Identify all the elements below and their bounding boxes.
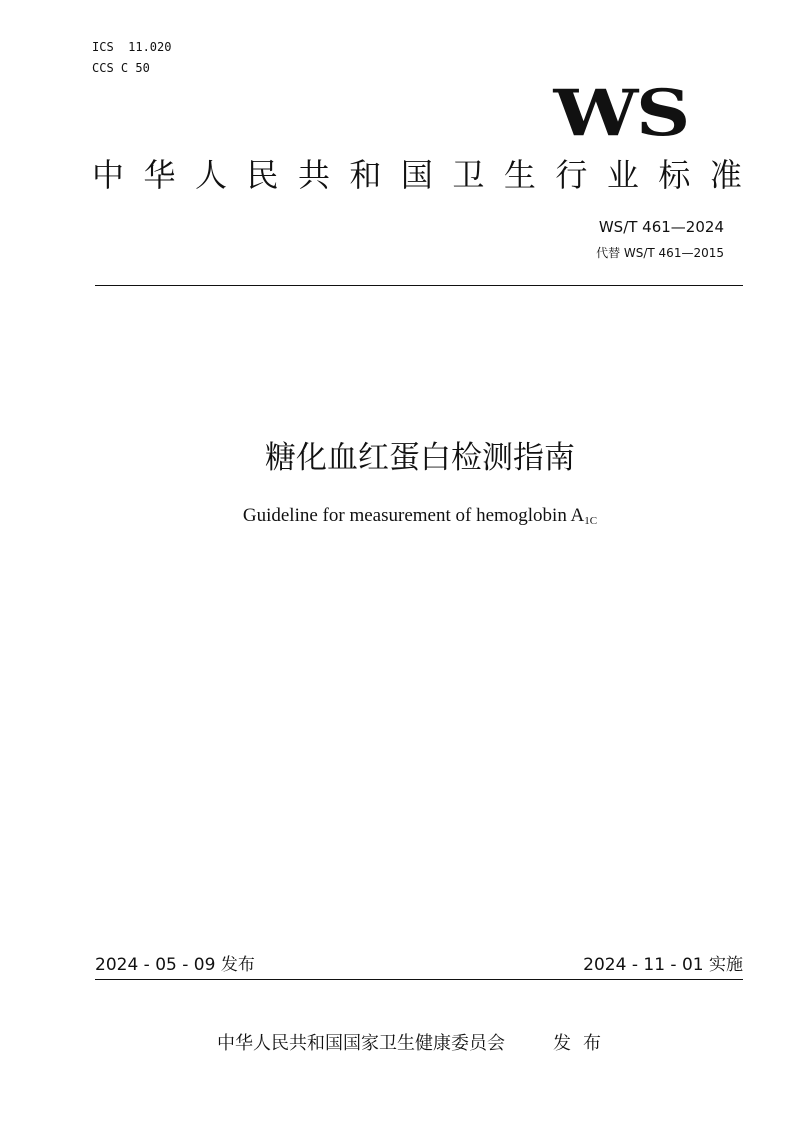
replaces-standard: 代替 WS/T 461—2015 — [596, 246, 724, 260]
issue-label: 发布 — [553, 1033, 613, 1054]
bottom-divider — [95, 979, 743, 980]
industry-standard-heading — [92, 153, 742, 197]
ics-code: ICS 11.020 — [92, 40, 172, 54]
top-divider — [95, 285, 743, 286]
english-title-main: Guideline for measurement of hemoglobin A — [242, 505, 585, 526]
issue-date: 2024 - 05 - 09 发布 — [95, 955, 255, 975]
heading-char: 行 — [555, 156, 588, 194]
heading-char: 华 — [143, 156, 176, 194]
standard-number: WS/T 461—2024 — [598, 218, 724, 236]
heading-char: 民 — [246, 156, 279, 194]
english-title-subscript: 1C — [584, 515, 598, 527]
implementation-date: 2024 - 11 - 01 实施 — [583, 955, 743, 975]
heading-char: 标 — [658, 156, 691, 194]
heading-char: 国 — [400, 156, 433, 194]
heading-char: 和 — [349, 156, 382, 194]
document-title-chinese: 糖化血红蛋白检测指南 — [265, 440, 575, 476]
heading-char: 人 — [194, 156, 227, 194]
ccs-code: CCS C 50 — [92, 61, 150, 75]
heading-char: 共 — [297, 156, 330, 194]
heading-char: 中 — [92, 156, 125, 194]
heading-char: 卫 — [452, 156, 485, 194]
heading-char: 生 — [503, 156, 536, 194]
heading-char: 准 — [709, 156, 742, 194]
issuing-authority: 中华人民共和国国家卫生健康委员会 — [217, 1033, 505, 1054]
ws-logo: WS — [553, 76, 688, 151]
heading-char: 业 — [606, 156, 639, 194]
document-title-english — [0, 504, 800, 533]
